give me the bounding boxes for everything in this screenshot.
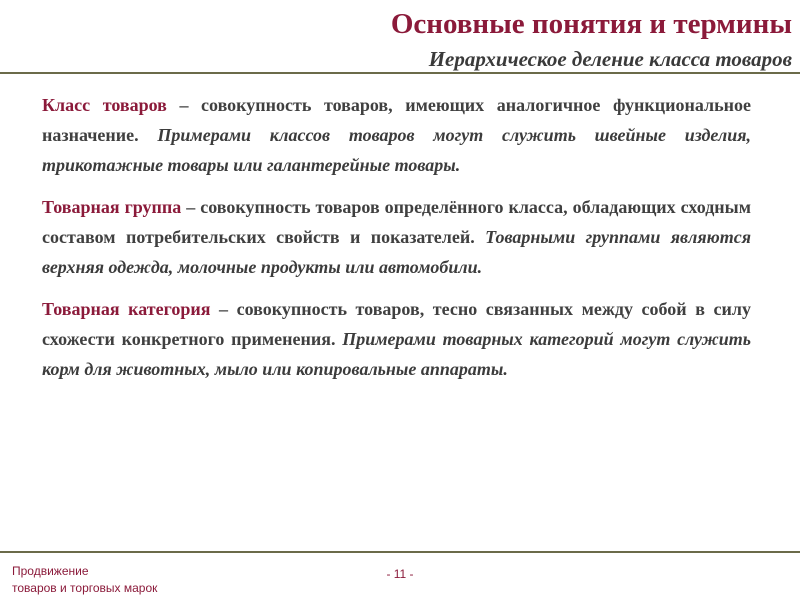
definition-text: – совокупность товаров, тесно связанных между собой в силу схожести конкретного применения. — [42, 299, 751, 349]
definition-paragraph — [42, 90, 751, 180]
footer-line: товаров и торговых марок — [12, 581, 158, 595]
example-text: Товарными группами являются верхняя одежда, молочные продукты или автомобили. — [42, 227, 752, 277]
slide-title: Основные понятия и термины — [390, 8, 792, 40]
header-divider — [0, 72, 800, 74]
term: Товарная группа — [42, 197, 182, 217]
example-text: Примерами товарных категорий могут служить корм для животных, мыло или копировальные аппараты. — [42, 329, 751, 379]
footer-divider — [0, 551, 800, 553]
footer-course-title — [12, 563, 157, 597]
slide-subtitle: Иерархическое деление класса товаров — [428, 47, 792, 71]
definition-text: – совокупность товаров, имеющих аналогичное функциональное назначение. — [42, 95, 751, 145]
example-text: Примерами классов товаров могут служить швейные изделия, трикотажные товары или галантерейные товары. — [42, 125, 751, 175]
definition-text: – совокупность товаров определённого класса, обладающих сходным составом потребительских свойств и показателей. — [42, 197, 751, 247]
definition-paragraph — [42, 192, 751, 282]
term: Товарная категория — [42, 299, 211, 319]
footer-line: Продвижение — [12, 564, 89, 578]
term: Класс товаров — [42, 95, 167, 115]
slide-body — [42, 90, 751, 396]
page-number: - 11 - — [386, 567, 414, 581]
definition-paragraph — [42, 294, 751, 384]
